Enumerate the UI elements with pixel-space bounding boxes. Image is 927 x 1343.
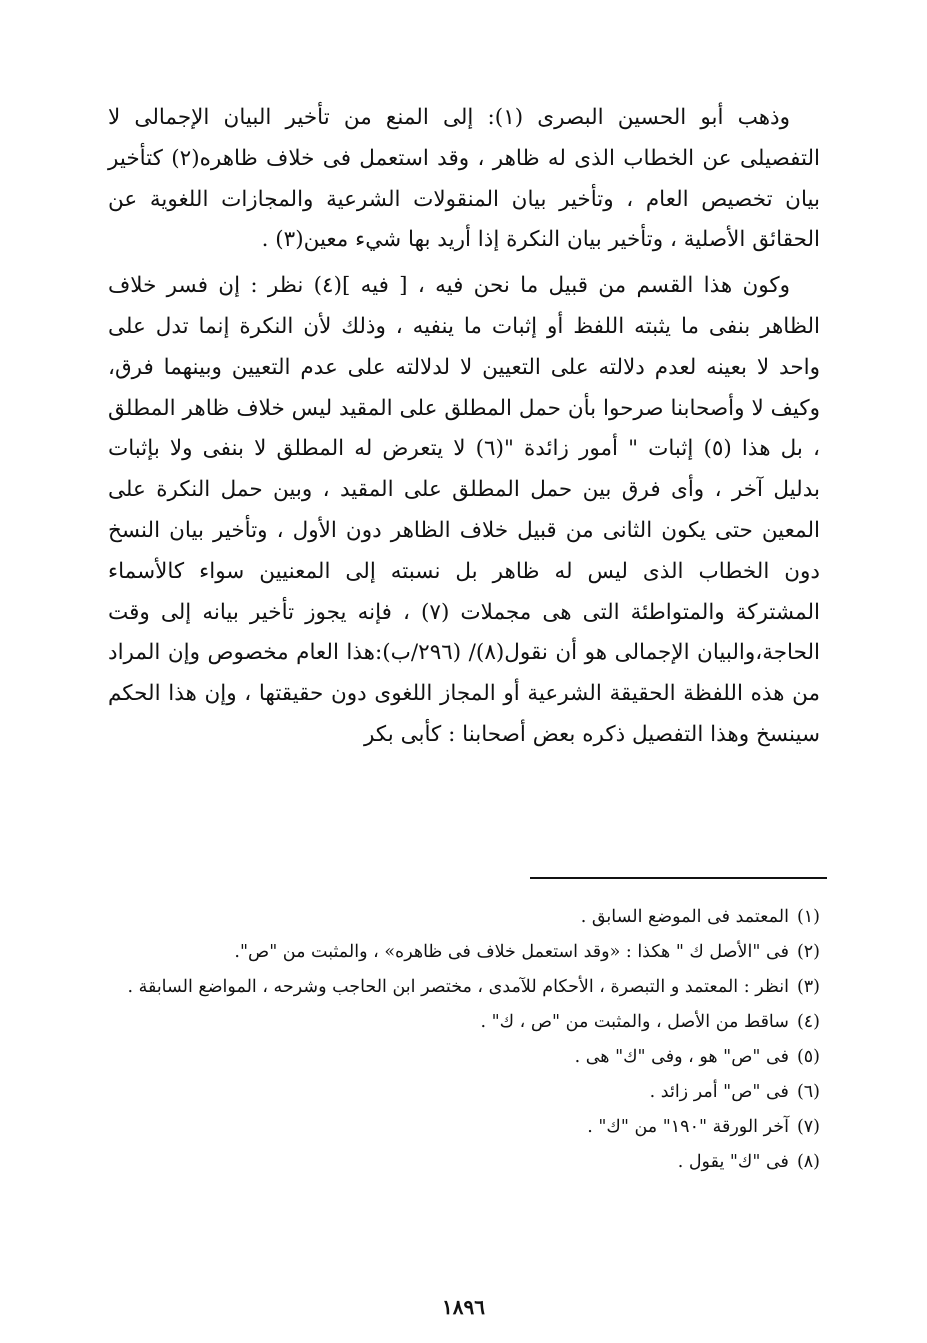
footnote-text: آخر الورقة "١٩٠" من "ك" . xyxy=(587,1117,789,1137)
footnote-text: فى "ص" هو ، وفى "ك" هى . xyxy=(574,1047,789,1067)
footnote-text: انظر : المعتمد و التبصرة ، الأحكام للآمدى ، مختصر ابن الحاجب وشرحه ، المواضع السابقة . xyxy=(127,977,789,997)
paragraph-1: وذهب أبو الحسين البصرى (١): إلى المنع من تأخير البيان الإجمالى لا التفصيلى عن الخطاب الذى له ظاهر ، وقد استعمل فى خلاف ظاهره(٢) كتأخير بيان تخصيص العام ، وتأخير بيان المنقولات الشرعية والمجازات اللغوية عن الحقائق الأصلية ، وتأخير بيان النكرة إذا أريد بها شيء معين(٣) . xyxy=(108,105,821,253)
footnote-divider xyxy=(530,877,827,879)
footnote-2 xyxy=(108,935,820,970)
footnote-text: فى "الأصل ك " هكذا : «وقد استعمل خلاف فى ظاهره» ، والمثبت من "ص". xyxy=(234,942,789,962)
paragraph-2: وكون هذا القسم من قبيل ما نحن فيه ، [ فيه ](٤) نظر : إن فسر خلاف الظاهر بنفى ما يثبته اللفظ أو إثبات ما ينفيه ، وذلك لأن النكرة إنما تدل على واحد لا بعينه لعدم دلالته على التعيين لا لدلالته على عدم التعيين وبينهما فرق، وكيف لا وأصحابنا صرحوا بأن حمل المطلق على المقيد ليس خلاف ظاهر المطلق ، بل هذا (٥) إثبات " أمور زائدة "(٦) لا يتعرض له المطلق لا بنفى ولا بإثبات بدليل آخر ، وأى فرق بين حمل المطلق على المقيد ، وبين حمل النكرة على المعين حتى يكون الثانى من قبيل خلاف الظاهر دون الأول ، وتأخير بيان النسخ دون الخطاب الذى ليس له ظاهر بل نسبته إلى المعنيين سواء كالأسماء المشتركة والمتواطئة التى هى مجملات (٧) ، فإنه يجوز تأخير بيانه إلى وقت الحاجة،والبيان الإجمالى هو أن نقول(٨)/ (٢٩٦/ب):هذا العام مخصوص وإن المراد من هذه اللفظة الحقيقة الشرعية أو المجاز اللغوى دون حقيقتها ، وإن هذا الحكم سينسخ وهذا التفصيل ذكره بعض أصحابنا : كأبى بكر xyxy=(108,273,820,747)
main-text xyxy=(108,98,820,756)
footnote-4 xyxy=(108,1005,820,1040)
footnote-number: (٥) xyxy=(796,1047,820,1067)
footnote-6 xyxy=(108,1075,820,1110)
footnote-number: (٨) xyxy=(796,1152,820,1172)
footnote-3 xyxy=(108,970,820,1005)
footnote-1 xyxy=(108,900,820,935)
footnote-7 xyxy=(108,1110,820,1145)
page-number: ١٨٩٦ xyxy=(442,1295,485,1319)
footnotes-list xyxy=(108,900,820,1180)
footnote-number: (٣) xyxy=(796,977,820,997)
footnote-number: (٦) xyxy=(796,1082,820,1102)
footnote-number: (٢) xyxy=(796,942,820,962)
footnote-number: (٧) xyxy=(796,1117,820,1137)
footnote-5 xyxy=(108,1040,820,1075)
footnote-number: (١) xyxy=(796,907,820,927)
footnote-text: فى "ك" يقول . xyxy=(677,1152,789,1172)
footnote-text: فى "ص" أمر زائد . xyxy=(649,1082,789,1102)
footnote-8 xyxy=(108,1145,820,1180)
footnote-text: ساقط من الأصل ، والمثبت من "ص ، ك" . xyxy=(480,1012,789,1032)
footnote-text: المعتمد فى الموضع السابق . xyxy=(580,907,789,927)
footnote-number: (٤) xyxy=(796,1012,820,1032)
